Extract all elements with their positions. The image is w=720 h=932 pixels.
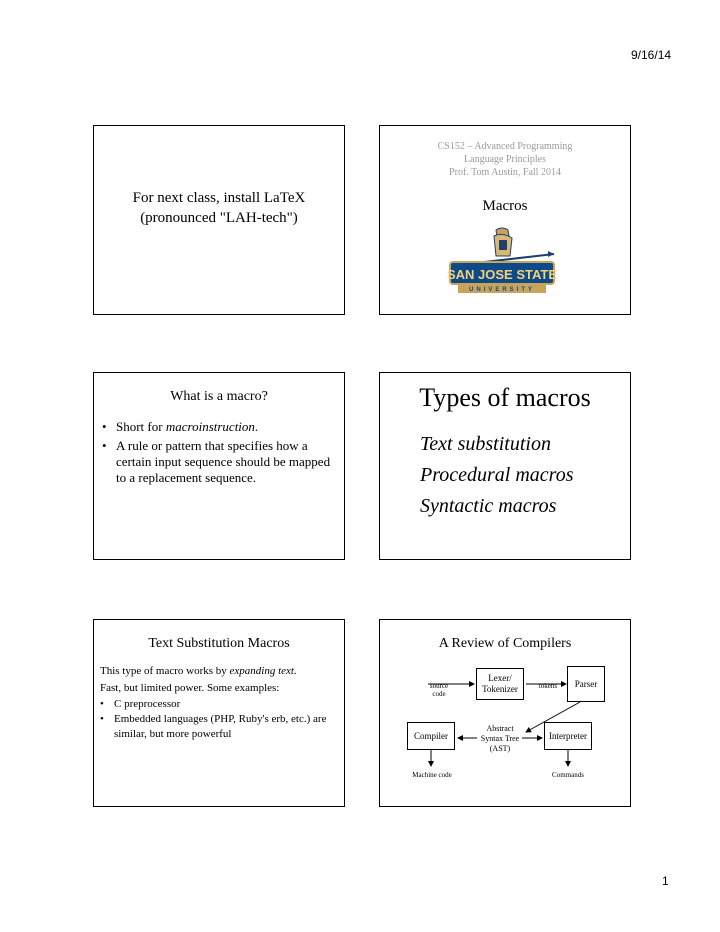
slide-2 xyxy=(379,125,631,315)
slide-5-bullet: • C preprocessor xyxy=(100,697,340,712)
box-parser: Parser xyxy=(567,666,605,702)
slide-3-bullet-1 xyxy=(102,419,338,435)
slide-5-title: Text Substitution Macros xyxy=(148,636,290,651)
logo-subtext: UNIVERSITY xyxy=(468,287,536,293)
box-compiler: Compiler xyxy=(407,722,455,750)
label-commands: Commands xyxy=(552,771,584,779)
macro-types-list xyxy=(420,429,574,522)
slide-4 xyxy=(379,372,631,560)
page-date: 9/16/14 xyxy=(631,48,672,62)
label-source-code: source code xyxy=(429,682,449,698)
label-tokens: tokens xyxy=(538,682,558,690)
slide-5-bullets xyxy=(100,697,340,742)
logo-text: SAN JOSE STATE xyxy=(446,267,558,282)
page-number: 1 xyxy=(662,874,669,888)
ast-label: Abstract Syntax Tree (AST) xyxy=(480,724,520,753)
macro-type-item: Procedural macros xyxy=(420,464,574,486)
course-line-2: Language Principles xyxy=(464,154,546,165)
slide-3 xyxy=(93,372,345,560)
university-logo xyxy=(444,226,560,298)
course-line-1: CS152 – Advanced Programming xyxy=(437,141,573,152)
slide-3-bullet-2: • A rule or pattern that specifies how a certain input sequence should be mapped to a replacement sequence. xyxy=(102,438,338,486)
slide-5 xyxy=(93,619,345,807)
slide-3-bullets xyxy=(102,419,338,486)
slide-5-body xyxy=(100,664,340,742)
slide-1-text xyxy=(94,188,344,228)
slide-3-title: What is a macro? xyxy=(170,389,268,404)
slide-6 xyxy=(379,619,631,807)
course-info xyxy=(380,140,630,179)
line-1-prefix: This type of macro works by xyxy=(100,665,230,677)
slide-5-bullet: • Embedded languages (PHP, Ruby's erb, etc.) are similar, but more powerful xyxy=(100,712,340,742)
slide-1-line-2: (pronounced "LAH-tech") xyxy=(140,210,298,226)
slide-5-line-2: Fast, but limited power. Some examples: xyxy=(100,682,280,694)
slide-1 xyxy=(93,125,345,315)
bullet-1-emphasis: macroinstruction xyxy=(165,419,255,434)
line-1-emphasis: expanding text. xyxy=(229,665,297,677)
bullet-1-prefix: Short for xyxy=(116,419,166,434)
macro-type-item: Text substitution xyxy=(420,433,551,455)
slide-5-line-1 xyxy=(100,664,340,679)
slide-6-title: A Review of Compilers xyxy=(438,636,572,651)
box-lexer: Lexer/ Tokenizer xyxy=(476,668,524,700)
slide-1-line-1: For next class, install LaTeX xyxy=(132,190,306,206)
spartan-logo-icon xyxy=(444,226,560,298)
bullet-1-suffix: . xyxy=(254,419,259,434)
box-interpreter: Interpreter xyxy=(544,722,592,750)
slide-4-title: Types of macros xyxy=(419,383,591,412)
label-machine-code: Machine code xyxy=(412,771,452,779)
slide-2-title: Macros xyxy=(482,198,528,214)
macro-type-item: Syntactic macros xyxy=(420,495,557,517)
course-line-3: Prof. Tom Austin, Fall 2014 xyxy=(449,167,561,178)
